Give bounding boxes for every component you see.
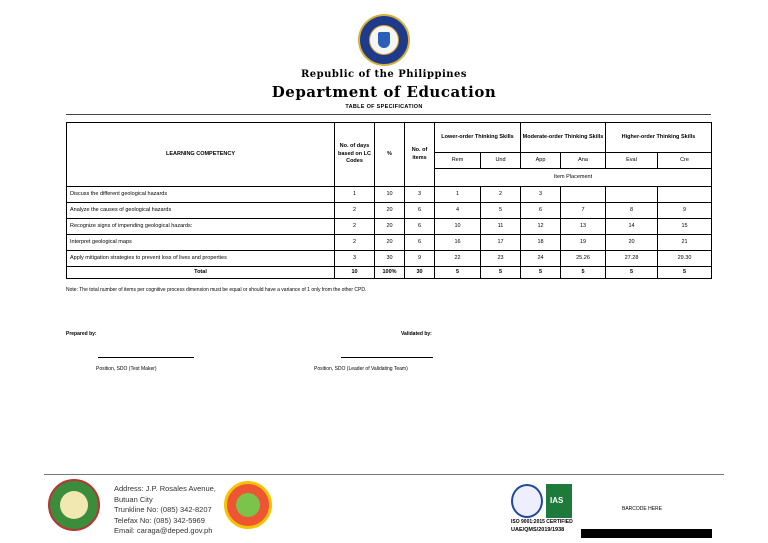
cell-percent: 10 (375, 187, 405, 203)
cell-competency: Analyze the causes of geological hazards (67, 203, 335, 219)
cell-ana: 7 (561, 203, 606, 219)
total-label: Total (67, 267, 335, 279)
cell-competency: Interpret geological maps (67, 235, 335, 251)
cell-und: 23 (481, 251, 521, 267)
table-row (67, 187, 712, 203)
cell-ana (561, 187, 606, 203)
cell-rem: 10 (435, 219, 481, 235)
cell-und: 11 (481, 219, 521, 235)
sub-header-app: App (521, 153, 561, 169)
cell-competency: Discuss the different geological hazards (67, 187, 335, 203)
total-eval: 5 (606, 267, 658, 279)
item-placement-header: Item Placement (435, 169, 712, 187)
cell-cre: 15 (658, 219, 712, 235)
col-header-competency: LEARNING COMPETENCY (67, 123, 335, 187)
cell-cre: 29.30 (658, 251, 712, 267)
cell-days: 3 (335, 251, 375, 267)
cell-days: 1 (335, 187, 375, 203)
total-percent: 100% (375, 267, 405, 279)
cell-ana: 13 (561, 219, 606, 235)
group-header-moderate: Moderate-order Thinking Skills (521, 123, 606, 153)
cell-eval: 8 (606, 203, 658, 219)
cell-percent: 30 (375, 251, 405, 267)
cell-competency: Recognize signs of impending geological hazards: (67, 219, 335, 235)
cell-percent: 20 (375, 203, 405, 219)
cell-app: 12 (521, 219, 561, 235)
table-row (67, 235, 712, 251)
address-line: Address: J.P. Rosales Avenue, (114, 484, 216, 493)
sub-header-und: Und (481, 153, 521, 169)
sub-header-cre: Cre (658, 153, 712, 169)
cell-items: 6 (405, 219, 435, 235)
cell-eval: 20 (606, 235, 658, 251)
cell-percent: 20 (375, 219, 405, 235)
barcode (581, 529, 712, 538)
cell-und: 5 (481, 203, 521, 219)
cell-days: 2 (335, 235, 375, 251)
republic-heading: Republic of the Philippines (300, 69, 467, 80)
cell-und: 17 (481, 235, 521, 251)
total-items: 30 (405, 267, 435, 279)
total-rem: 5 (435, 267, 481, 279)
cell-rem: 22 (435, 251, 481, 267)
col-header-percent: % (375, 123, 405, 187)
cell-eval: 27.28 (606, 251, 658, 267)
cell-eval (606, 187, 658, 203)
email: Email: caraga@deped.gov.ph (114, 526, 213, 535)
cell-app: 6 (521, 203, 561, 219)
cell-und: 2 (481, 187, 521, 203)
matatag-logo (224, 481, 272, 529)
deped-seal-logo (358, 14, 410, 66)
specification-table (66, 122, 712, 279)
table-row (67, 203, 712, 219)
table-row (67, 219, 712, 235)
table-note: Note: The total number of items per cognitive process dimension must be equal or should have a variance of 1 only from the other CPD. (66, 287, 367, 293)
cell-app: 24 (521, 251, 561, 267)
cell-percent: 20 (375, 235, 405, 251)
group-header-higher: Higher-order Thinking Skills (606, 123, 712, 153)
cell-rem: 1 (435, 187, 481, 203)
col-header-items: No. of items (405, 123, 435, 187)
address-line: Butuan City (114, 494, 153, 504)
cert-number: UAE/QMS/2019/1938 (511, 527, 565, 533)
cell-rem: 4 (435, 203, 481, 219)
total-days: 10 (335, 267, 375, 279)
telefax: Telefax No: (085) 342-5969 (114, 515, 205, 525)
signature-line-right (341, 357, 433, 358)
cell-items: 3 (405, 187, 435, 203)
sub-header-eval: Eval (606, 153, 658, 169)
total-app: 5 (521, 267, 561, 279)
cell-items: 6 (405, 203, 435, 219)
sub-header-rem: Rem (435, 153, 481, 169)
department-heading: Department of Education (271, 83, 497, 101)
cell-days: 2 (335, 203, 375, 219)
header-divider (66, 114, 711, 115)
cell-cre: 21 (658, 235, 712, 251)
cell-days: 2 (335, 219, 375, 235)
total-cre: 5 (658, 267, 712, 279)
col-header-days: No. of days based on LC Codes (335, 123, 375, 187)
position-left: Position, SDO (Test Maker) (96, 366, 157, 372)
position-right: Position, SDO (Leader of Validating Team) (314, 366, 408, 372)
total-und: 5 (481, 267, 521, 279)
cell-cre (658, 187, 712, 203)
validated-by-label: Validated by: (401, 331, 432, 337)
cell-app: 18 (521, 235, 561, 251)
footer-divider (44, 474, 724, 475)
ias-badge-logo (546, 484, 572, 518)
cell-rem: 16 (435, 235, 481, 251)
trunkline: Trunkline No: (085) 342-8207 (114, 505, 212, 514)
cell-ana: 25.26 (561, 251, 606, 267)
group-header-lower: Lower-order Thinking Skills (435, 123, 521, 153)
total-row (67, 267, 712, 279)
signature-line-left (98, 357, 194, 358)
cell-competency: Apply mitigation strategies to prevent loss of lives and properties (67, 251, 335, 267)
cell-ana: 19 (561, 235, 606, 251)
page-title: TABLE OF SPECIFICATION (345, 104, 423, 110)
cell-eval: 14 (606, 219, 658, 235)
cell-app: 3 (521, 187, 561, 203)
footer-address (114, 484, 216, 537)
barcode-label: BARCODE HERE (622, 506, 663, 512)
prepared-by-label: Prepared by: (66, 331, 97, 337)
cell-items: 9 (405, 251, 435, 267)
cell-items: 6 (405, 235, 435, 251)
cell-cre: 9 (658, 203, 712, 219)
sub-header-ana: Ana (561, 153, 606, 169)
region-seal-logo (48, 479, 100, 531)
iso-badge-logo (511, 484, 543, 518)
table-row (67, 251, 712, 267)
total-ana: 5 (561, 267, 606, 279)
iso-cert-text: ISO 9001:2015 CERTIFIED (511, 519, 573, 525)
